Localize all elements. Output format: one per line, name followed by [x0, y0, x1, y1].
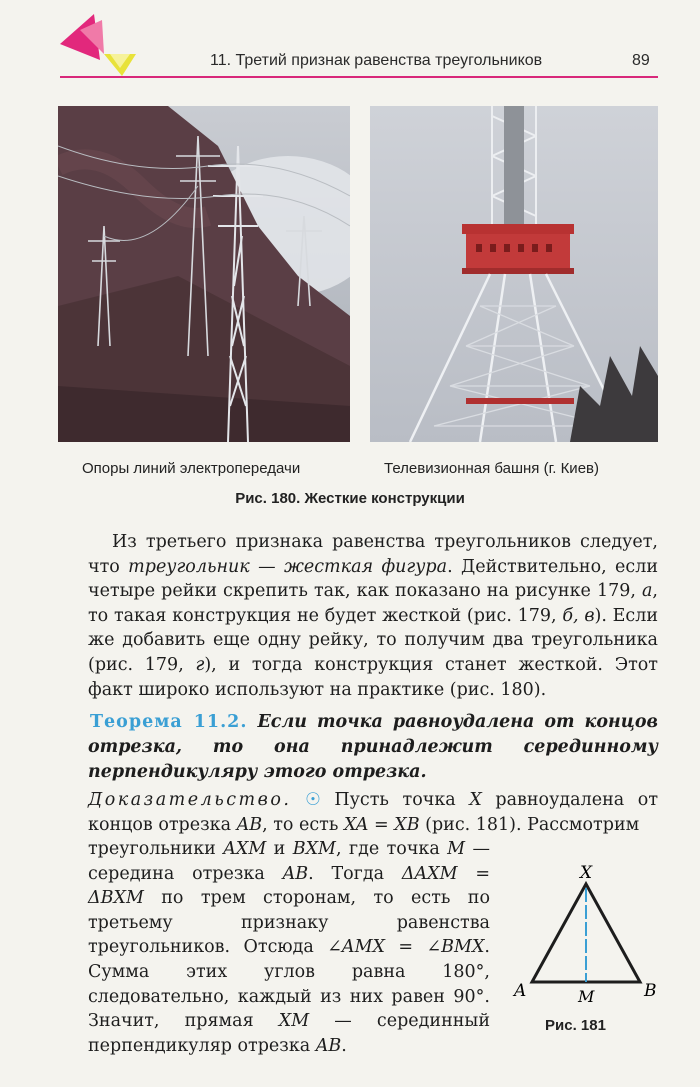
tv-tower-photo [370, 106, 658, 442]
figure-181-triangle [510, 860, 660, 1020]
proof-start-icon: ☉ [305, 790, 321, 810]
corner-triangles-decoration [54, 10, 140, 82]
theorem-11-2 [88, 710, 658, 785]
proof-intro: Доказательство. ☉ Пусть точка X равноудалена от концов отрезка AB, то есть XA = XB (рис. 181). Рассмотрим [88, 790, 658, 835]
theorem-label: Теорема 11.2. [90, 712, 248, 732]
label-m: M [578, 987, 595, 1006]
proof-body: треугольники AXM и BXM, где точка M — середина отрезка AB. Тогда ΔAXM = ΔBXM по трем сторонам, то есть по третьему признаку равенства треугольников. Отсюда ∠AMX = ∠BMX. Сумма этих углов равна 180°, следовательно, каждый из них равен 90°. Значит, прямая XM — серединный перпендикуляр отрезка AB. [88, 839, 490, 1056]
label-a: A [514, 981, 527, 1001]
figure-181-caption: Рис. 181 [545, 1017, 606, 1034]
chapter-title: 11. Третий признак равенства треугольников [210, 52, 543, 69]
label-b: B [644, 981, 657, 1001]
figure-180-title: Рис. 180. Жесткие конструкции [235, 490, 465, 507]
proof-label: Доказательство. [88, 790, 292, 810]
header-rule [60, 76, 658, 78]
intro-paragraph: Из третьего признака равенства треугольников следует, что треугольник — жесткая фигура. Действительно, если четыре рейки скрепить так, как показано на рисунке 179, а, то такая конструкция не будет жесткой (рис. 179, б, в). Если же добавить еще одну рейку, то получим два треугольника (рис. 179, г), и тогда конструкция станет жесткой. Этот факт широко используют на практике (рис. 180). [88, 532, 659, 700]
page-number: 89 [632, 52, 650, 69]
left-photo-caption: Опоры линий электропередачи [82, 460, 301, 477]
theorem-statement: Если точка равноудалена от концов отрезка, то она принадлежит серединному перпендикуляру этого отрезка. [88, 712, 659, 782]
label-x: X [580, 863, 593, 883]
power-line-towers-photo [58, 106, 350, 442]
right-photo-caption: Телевизионная башня (г. Киев) [384, 460, 599, 477]
